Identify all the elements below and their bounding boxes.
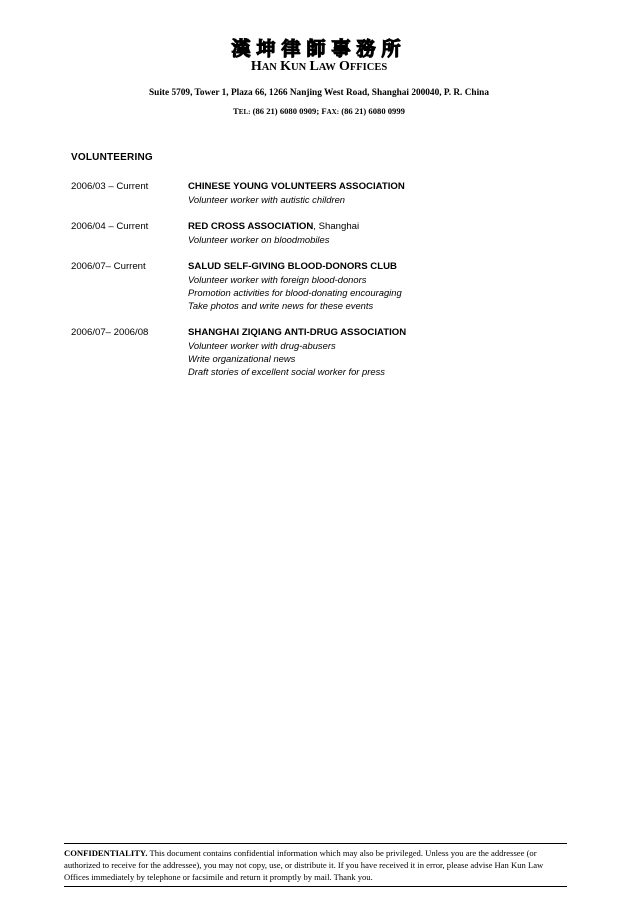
section-title: VOLUNTEERING xyxy=(71,152,153,163)
firm-name-law-rest: AW xyxy=(318,62,336,73)
entry-description: Volunteer worker on bloodmobiles xyxy=(188,234,330,245)
entry-organization: SHANGHAI ZIQIANG ANTI-DRUG ASSOCIATION xyxy=(188,327,407,338)
entry-description: Take photos and write news for these events xyxy=(188,300,374,311)
confidentiality-text: This document contains confidential information which may also be privileged. Unless you are the addressee (or authorized to receive for the addressee), you may not copy, use, or distribute it. If you have received it in error, please advise Han Kun Law Offices immediately by telephone or facsimile and return it promptly by mail. Thank you. xyxy=(64,848,544,882)
firm-name-english xyxy=(0,58,638,75)
firm-address: Suite 5709, Tower 1, Plaza 66, 1266 Nanjing West Road, Shanghai 200040, P. R. China xyxy=(149,88,489,98)
firm-name-offices-initial: O xyxy=(338,59,350,74)
entry-date: 2006/03 – Current xyxy=(71,181,149,192)
list-item xyxy=(71,326,591,378)
confidentiality-notice xyxy=(64,843,567,887)
tel-label: TEL: xyxy=(233,106,251,116)
entry-date: 2006/07– Current xyxy=(71,261,146,272)
entry-description: Promotion activities for blood-donating encouraging xyxy=(188,287,402,298)
volunteering-list xyxy=(71,180,591,392)
firm-name-law-initial: L xyxy=(309,59,319,74)
entry-organization: RED CROSS ASSOCIATION, Shanghai xyxy=(188,221,360,232)
entry-description: Draft stories of excellent social worker for press xyxy=(188,366,385,377)
fax-number: (86 21) 6080 0999 xyxy=(341,106,405,116)
list-item xyxy=(71,220,591,246)
firm-name-kun-initial: K xyxy=(280,59,292,74)
entry-description: Write organizational news xyxy=(188,353,296,364)
entry-description: Volunteer worker with drug-abusers xyxy=(188,340,336,351)
firm-name-kun-rest: UN xyxy=(291,62,307,73)
entry-date: 2006/07– 2006/08 xyxy=(71,327,149,338)
entry-date: 2006/04 – Current xyxy=(71,221,149,232)
firm-name-han-initial: H xyxy=(250,59,262,74)
entry-body xyxy=(188,180,591,206)
entry-organization: SALUD SELF-GIVING BLOOD-DONORS CLUB xyxy=(188,261,397,272)
firm-name-han-rest: AN xyxy=(261,62,277,73)
list-item xyxy=(71,180,591,206)
tel-number: (86 21) 6080 0909; xyxy=(252,106,320,116)
fax-label: FAX: xyxy=(321,106,340,116)
list-item xyxy=(71,260,591,312)
entry-description: Volunteer worker with autistic children xyxy=(188,194,346,205)
firm-name-offices-rest: FFICES xyxy=(349,62,388,73)
entry-body xyxy=(188,260,591,312)
firm-name-chinese: 漢坤律師事務所 xyxy=(231,38,407,60)
entry-organization: CHINESE YOUNG VOLUNTEERS ASSOCIATION xyxy=(188,181,405,192)
entry-description: Volunteer worker with foreign blood-donors xyxy=(188,274,367,285)
firm-contact xyxy=(0,106,638,116)
confidentiality-label: CONFIDENTIALITY. xyxy=(64,848,148,858)
entry-body xyxy=(188,220,591,246)
entry-body xyxy=(188,326,591,378)
